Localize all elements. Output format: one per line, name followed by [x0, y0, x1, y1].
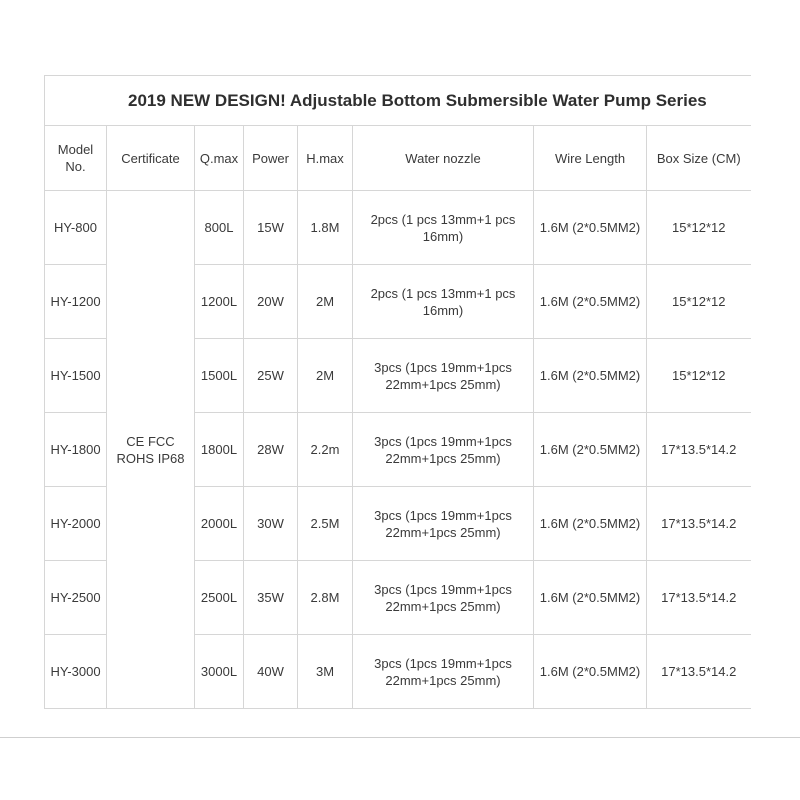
cell-model: HY-1500: [45, 339, 107, 413]
cell-nozzle: 3pcs (1pcs 19mm+1pcs 22mm+1pcs 25mm): [353, 635, 534, 709]
cell-wire-length: 1.6M (2*0.5MM2): [534, 635, 647, 709]
cell-nozzle: 2pcs (1 pcs 13mm+1 pcs 16mm): [353, 191, 534, 265]
header-row: [45, 126, 751, 191]
cell-model: HY-1800: [45, 413, 107, 487]
spec-sheet: [44, 75, 750, 709]
cell-model: HY-1200: [45, 265, 107, 339]
cell-wire-length: 1.6M (2*0.5MM2): [534, 339, 647, 413]
cell-hmax: 2.8M: [298, 561, 353, 635]
cell-box-size: 17*13.5*14.2: [647, 635, 751, 709]
footer-divider: [0, 737, 800, 738]
cell-model: HY-3000: [45, 635, 107, 709]
cell-wire-length: 1.6M (2*0.5MM2): [534, 413, 647, 487]
cell-nozzle: 3pcs (1pcs 19mm+1pcs 22mm+1pcs 25mm): [353, 339, 534, 413]
cell-qmax: 3000L: [195, 635, 244, 709]
header-qmax: Q.max: [195, 126, 244, 191]
pump-spec-table: [44, 75, 751, 709]
cell-hmax: 2.5M: [298, 487, 353, 561]
cell-hmax: 1.8M: [298, 191, 353, 265]
header-hmax: H.max: [298, 126, 353, 191]
cell-qmax: 1800L: [195, 413, 244, 487]
cell-wire-length: 1.6M (2*0.5MM2): [534, 487, 647, 561]
cell-wire-length: 1.6M (2*0.5MM2): [534, 265, 647, 339]
table-body: [45, 191, 751, 709]
header-wire: Wire Length: [534, 126, 647, 191]
cell-model: HY-800: [45, 191, 107, 265]
cell-qmax: 2000L: [195, 487, 244, 561]
cell-hmax: 2M: [298, 339, 353, 413]
cell-wire-length: 1.6M (2*0.5MM2): [534, 561, 647, 635]
table-title: 2019 NEW DESIGN! Adjustable Bottom Submersible Water Pump Series: [45, 76, 751, 126]
cell-box-size: 17*13.5*14.2: [647, 561, 751, 635]
cell-nozzle: 3pcs (1pcs 19mm+1pcs 22mm+1pcs 25mm): [353, 561, 534, 635]
cell-nozzle: 3pcs (1pcs 19mm+1pcs 22mm+1pcs 25mm): [353, 413, 534, 487]
cell-wire-length: 1.6M (2*0.5MM2): [534, 191, 647, 265]
cell-hmax: 2M: [298, 265, 353, 339]
cell-box-size: 15*12*12: [647, 339, 751, 413]
cell-hmax: 2.2m: [298, 413, 353, 487]
cell-box-size: 17*13.5*14.2: [647, 413, 751, 487]
cell-power: 40W: [244, 635, 298, 709]
cell-nozzle: 2pcs (1 pcs 13mm+1 pcs 16mm): [353, 265, 534, 339]
header-power: Power: [244, 126, 298, 191]
header-model: Model No.: [45, 126, 107, 191]
table-row: [45, 191, 751, 265]
cell-power: 28W: [244, 413, 298, 487]
cell-box-size: 15*12*12: [647, 265, 751, 339]
title-row: [45, 76, 751, 126]
cell-qmax: 800L: [195, 191, 244, 265]
header-box: Box Size (CM): [647, 126, 751, 191]
cell-power: 20W: [244, 265, 298, 339]
cell-certificate: CE FCC ROHS IP68: [107, 191, 195, 709]
cell-hmax: 3M: [298, 635, 353, 709]
cell-qmax: 1200L: [195, 265, 244, 339]
cell-box-size: 17*13.5*14.2: [647, 487, 751, 561]
cell-model: HY-2500: [45, 561, 107, 635]
header-certificate: Certificate: [107, 126, 195, 191]
cell-power: 35W: [244, 561, 298, 635]
cell-nozzle: 3pcs (1pcs 19mm+1pcs 22mm+1pcs 25mm): [353, 487, 534, 561]
cell-box-size: 15*12*12: [647, 191, 751, 265]
cell-power: 15W: [244, 191, 298, 265]
cell-model: HY-2000: [45, 487, 107, 561]
cell-qmax: 2500L: [195, 561, 244, 635]
cell-power: 25W: [244, 339, 298, 413]
cell-power: 30W: [244, 487, 298, 561]
cell-qmax: 1500L: [195, 339, 244, 413]
header-nozzle: Water nozzle: [353, 126, 534, 191]
